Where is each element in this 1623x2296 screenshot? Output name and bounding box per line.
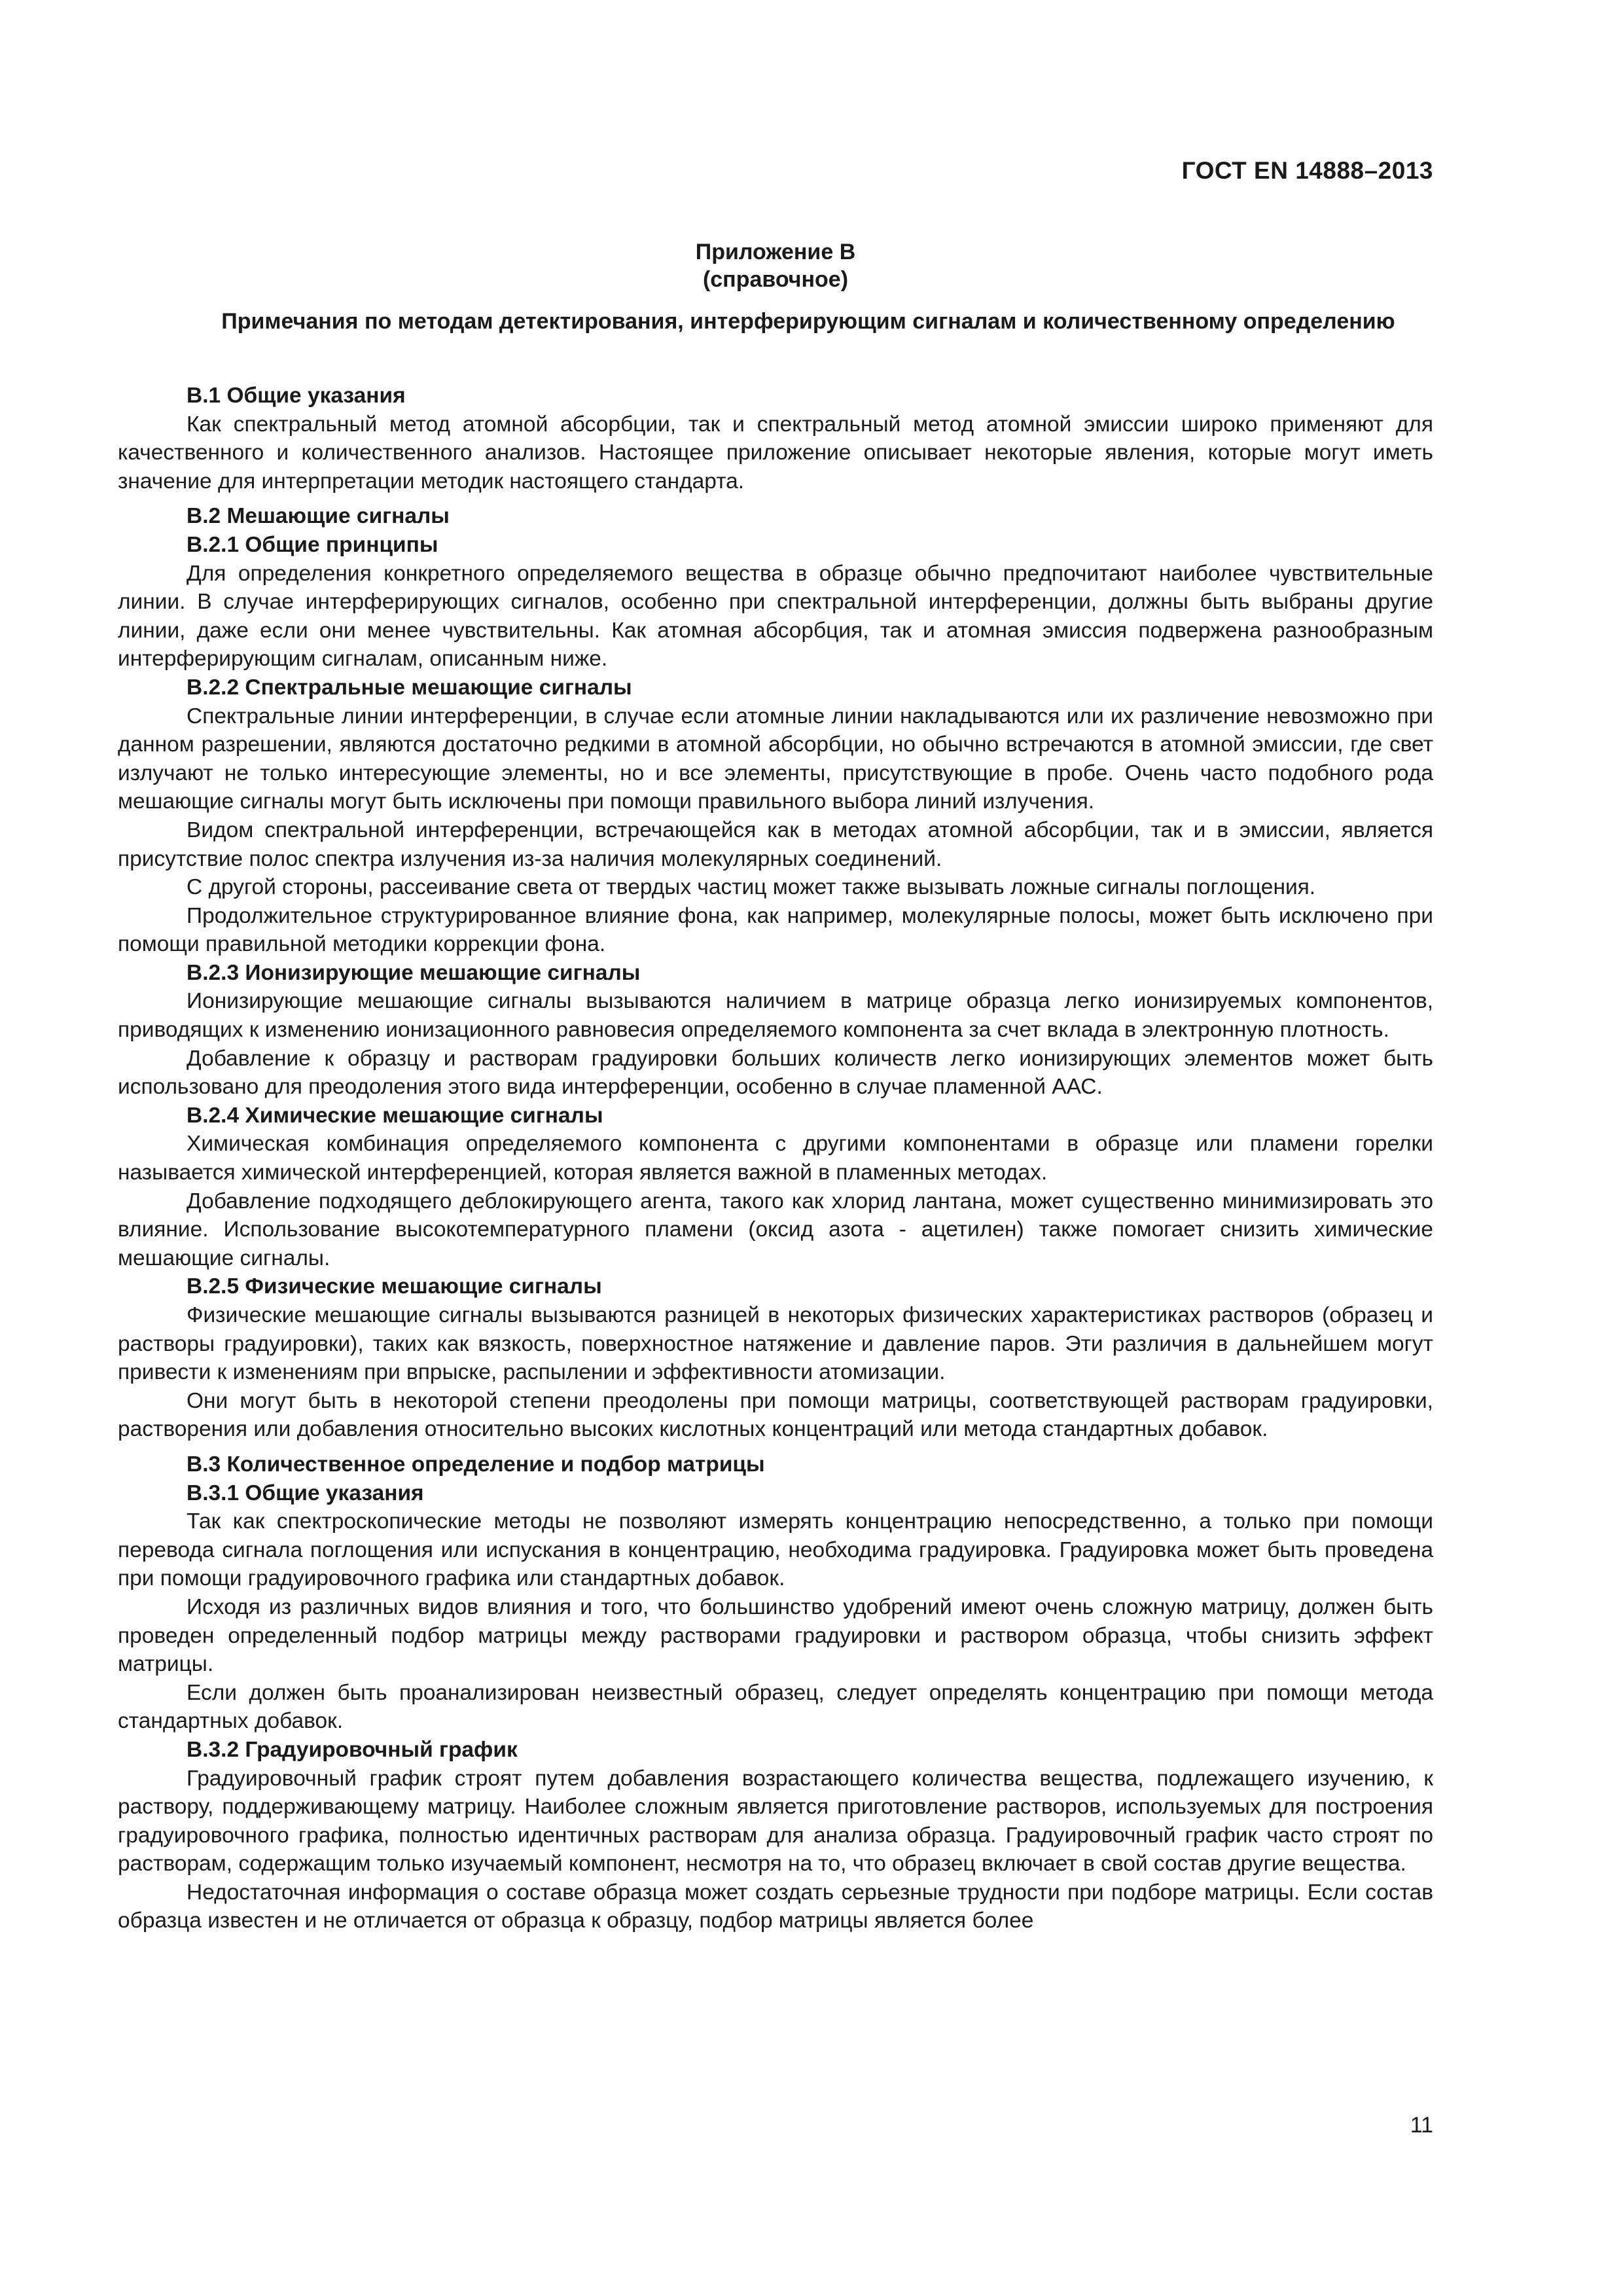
paragraph: Спектральные линии интерференции, в случае если атомные линии накладываются или их различение невозможно при данном разрешении, являются достаточно редкими в атомной абсорбции, но обычно встречаются в атомной эмиссии, где свет излучают не только интересующие элементы, но и все элементы, присутствующие в пробе. Очень часто подобного рода мешающие сигналы могут быть исключены при помощи правильного выбора линий излучения. <box>118 704 1433 814</box>
section-heading-b23: В.2.3 Ионизирующие мешающие сигналы <box>187 960 641 985</box>
section-heading-b32: В.3.2 Градуировочный график <box>187 1737 518 1762</box>
paragraph: Для определения конкретного определяемого вещества в образце обычно предпочитают наиболее чувствительные линии. В случае интерферирующих сигналов, особенно при спектральной интерференции, должны быть выбраны другие линии, даже если они менее чувствительны. Как атомная абсорбция, так и атомная эмиссия подвержена разнообразным интерферирующим сигналам, описанным ниже. <box>118 561 1433 672</box>
section-heading-b1: В.1 Общие указания <box>187 384 406 408</box>
page-number: 11 <box>1410 2113 1433 2138</box>
paragraph: Градуировочный график строят путем добавления возрастающего количества вещества, подлежащего изучению, к раствору, поддерживающему матрицу. Наиболее сложным является приготовление растворов, используемых для построения градуировочного графика, полностью идентичных растворам для анализа образца. Градуировочный график часто строят по растворам, содержащим только изучаемый компонент, несмотря на то, что образец включает в свой состав другие вещества. <box>118 1766 1433 1876</box>
paragraph: Они могут быть в некоторой степени преодолены при помощи матрицы, соответствующей растворам градуировки, растворения или добавления относительно высоких кислотных концентраций или метода стандартных добавок. <box>118 1388 1433 1442</box>
paragraph: Как спектральный метод атомной абсорбции, так и спектральный метод атомной эмиссии широко применяют для качественного и количественного анализов. Настоящее приложение описывает некоторые явления, которые могут иметь значение для интерпретации методик настоящего стандарта. <box>118 412 1433 493</box>
paragraph: Продолжительное структурированное влияние фона, как например, молекулярные полосы, может быть исключено при помощи правильной методики коррекции фона. <box>118 903 1433 957</box>
section-heading-b31: В.3.1 Общие указания <box>187 1480 424 1505</box>
paragraph: Добавление к образцу и растворам градуировки больших количеств легко ионизирующих элементов может быть использовано для преодоления этого вида интерференции, особенно в случае пламенной ААС. <box>118 1046 1433 1100</box>
annex-label: Приложение В <box>695 240 856 264</box>
paragraph: Ионизирующие мешающие сигналы вызываются наличием в матрице образца легко ионизируемых компонентов, приводящих к изменению ионизационного равновесия определяемого компонента за счет вклада в электронную плотность. <box>118 989 1433 1043</box>
paragraph: Физические мешающие сигналы вызываются разницей в некоторых физических характеристиках растворов (образец и растворы градуировки), таких как вязкость, поверхностное натяжение и давление паров. Эти различия в дальнейшем могут привести к изменениям при впрыске, распылении и эффективности атомизации. <box>118 1303 1433 1385</box>
paragraph: Добавление подходящего деблокирующего агента, такого как хлорид лантана, может существенно минимизировать это влияние. Использование высокотемпературного пламени (оксид азота - ацетилен) также помогает снизить химические мешающие сигналы. <box>118 1189 1433 1270</box>
section-heading-b21: В.2.1 Общие принципы <box>187 532 438 557</box>
document-code: ГОСТ EN 14888–2013 <box>1181 157 1433 184</box>
section-heading-b3: В.3 Количественное определение и подбор матрицы <box>187 1452 765 1477</box>
paragraph: Недостаточная информация о составе образца может создать серьезные трудности при подборе матрицы. Если состав образца известен и не отличается от образца к образцу, подбор матрицы является более <box>118 1880 1433 1933</box>
paragraph: Видом спектральной интерференции, встречающейся как в методах атомной абсорбции, так и в эмиссии, является присутствие полос спектра излучения из-за наличия молекулярных соединений. <box>118 817 1433 871</box>
paragraph: Если должен быть проанализирован неизвестный образец, следует определять концентрацию при помощи метода стандартных добавок. <box>118 1680 1433 1734</box>
section-heading-b25: В.2.5 Физические мешающие сигналы <box>187 1274 602 1299</box>
section-heading-b2: В.2 Мешающие сигналы <box>187 504 450 529</box>
paragraph: Исходя из различных видов влияния и того, что большинство удобрений имеют очень сложную матрицу, должен быть проведен определенный подбор матрицы между растворами градуировки и раствором образца, чтобы снизить эффект матрицы. <box>118 1594 1433 1677</box>
document-page <box>118 0 1433 2296</box>
paragraph: Так как спектроскопические методы не позволяют измерять концентрацию непосредственно, а только при помощи перевода сигнала поглощения или испускания в концентрацию, необходима градуировка. Градуировка может быть проведена при помощи градуировочного графика или стандартных добавок. <box>118 1509 1433 1591</box>
paragraph: Химическая комбинация определяемого компонента с другими компонентами в образце или пламени горелки называется химической интерференцией, которая является важной в пламенных методах. <box>118 1132 1433 1185</box>
document-body <box>118 382 1433 1935</box>
annex-status: (справочное) <box>702 267 849 292</box>
annex-heading <box>118 238 1433 293</box>
annex-title: Примечания по методам детектирования, интерферирующим сигналам и количественному определению <box>221 309 1395 334</box>
paragraph: С другой стороны, рассеивание света от твердых частиц может также вызывать ложные сигналы поглощения. <box>187 875 1316 900</box>
section-heading-b24: В.2.4 Химические мешающие сигналы <box>187 1103 603 1128</box>
section-heading-b22: В.2.2 Спектральные мешающие сигналы <box>187 675 632 700</box>
